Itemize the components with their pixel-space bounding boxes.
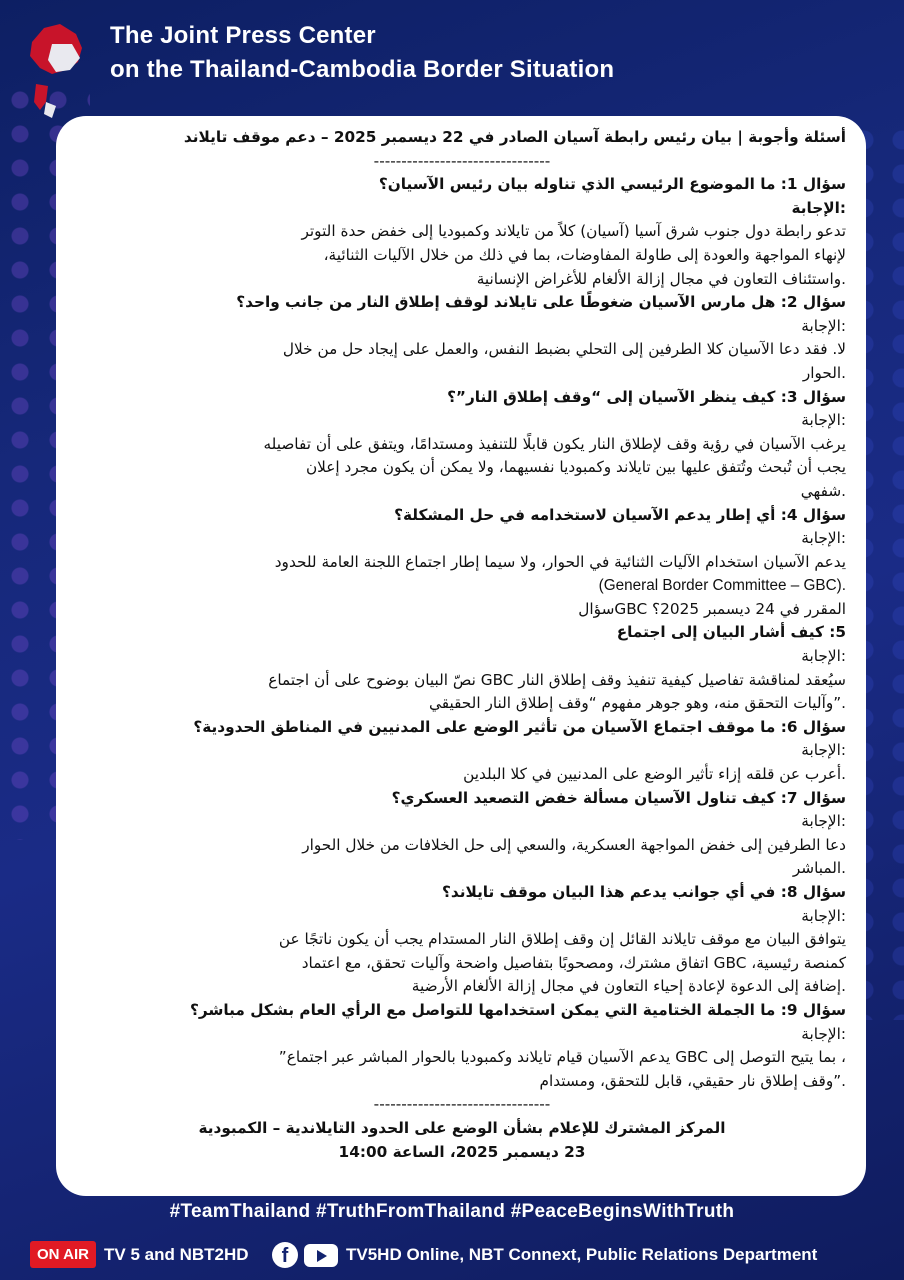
answer-5-line: .”وآليات التحقق منه، وهو جوهر مفهوم “وقف إطلاق النار الحقيقي	[428, 694, 846, 713]
question-9: سؤال 9: ما الجملة الختامية التي يمكن استخدامها للتواصل مع الرأي العام بشكل مباشر؟	[190, 1000, 846, 1019]
answer-3-line: يرغب الآسيان في رؤية وقف لإطلاق النار يكون قابلًا للتنفيذ ومستدامًا، ويتفق على أن تفاصيله	[263, 434, 846, 453]
header	[0, 0, 904, 100]
signature-org: المركز المشترك للإعلام بشأن الوضع على الحدود التايلاندية – الكمبودية	[198, 1118, 726, 1137]
document-body	[78, 126, 846, 1164]
answer-2-line: .الحوار	[802, 363, 846, 382]
question-1: سؤال 1: ما الموضوع الرئيسي الذي تناوله بيان رئيس الآسيان؟	[378, 175, 846, 194]
answer-1-line: لإنهاء المواجهة والعودة إلى طاولة المفاوضات، بما في ذلك من خلال الآليات الثنائية،	[323, 245, 846, 264]
answer-label: :الإجابة	[801, 316, 846, 335]
question-5: 5: كيف أشار البيان إلى اجتماع	[616, 623, 846, 642]
answer-8-line: كمنصة رئيسية، GBC اتفاق مشترك، ومصحوبًا بتفاصيل واضحة وآليات تحقق، مع اعتماد	[301, 953, 846, 972]
document-card	[56, 116, 866, 1196]
question-2: سؤال 2: هل مارس الآسيان ضغوطًا على تايلاند لوقف إطلاق النار من جانب واحد؟	[236, 293, 846, 312]
answer-4-english: (General Border Committee – GBC).	[598, 577, 846, 595]
answer-label: :الإجابة	[801, 1024, 846, 1043]
answer-3-line: .شفهي	[800, 481, 846, 500]
signature-date: 23 ديسمبر 2025، الساعة 14:00	[338, 1142, 586, 1161]
answer-3-line: يجب أن تُبحث وتُتفق عليها بين تايلاند وكمبوديا نفسيهما، ولا يمكن أن يكون مجرد إعلان	[305, 458, 846, 477]
document-title: أسئلة وأجوبة | بيان رئيس رابطة آسيان الصادر في 22 ديسمبر 2025 – دعم موقف تايلاند	[183, 128, 846, 146]
answer-label: :الإجابة	[801, 411, 846, 430]
question-7: سؤال 7: كيف تناول الآسيان مسألة خفض التصعيد العسكري؟	[391, 788, 846, 807]
divider: --------------------------------	[373, 1095, 551, 1114]
answer-8-line: يتوافق البيان مع موقف تايلاند القائل إن وقف إطلاق النار المستدام يجب أن يكون ناتجًا عن	[278, 930, 846, 949]
answer-label: :الإجابة	[801, 741, 846, 760]
hashtags: #TeamThailand #TruthFromThailand #PeaceBeginsWithTruth	[169, 1201, 735, 1222]
answer-5-line: سيُعقد لمناقشة تفاصيل كيفية تنفيذ وقف إطلاق النار GBC نصّ البيان بوضوح على أن اجتماع	[268, 670, 846, 689]
footer-bar	[0, 1236, 904, 1276]
question-4: سؤال 4: أي إطار يدعم الآسيان لاستخدامه في حل المشكلة؟	[394, 505, 846, 524]
answer-1-line: تدعو رابطة دول جنوب شرق آسيا (آسيان) كلاً من تايلاند وكمبوديا إلى خفض حدة التوتر	[301, 222, 846, 241]
divider: --------------------------------	[373, 151, 551, 170]
on-air-badge: ON AIR	[30, 1241, 96, 1268]
answer-1-line: .واستئناف التعاون في مجال إزالة الألغام للأغراض الإنسانية	[476, 269, 846, 288]
answer-label: :الإجابة	[801, 529, 846, 548]
answer-7-line: .المباشر	[792, 859, 846, 878]
answer-9-line: ، بما يتيح التوصل إلى GBC يدعم الآسيان قيام تايلاند وكمبوديا بالحوار المباشر عبر اجتماع”	[278, 1048, 846, 1067]
header-title-line1: The Joint Press Center	[110, 22, 376, 49]
map-logo-icon	[22, 14, 92, 124]
answer-6-line: .أعرب عن قلقه إزاء تأثير الوضع على المدنيين في كلا البلدين	[463, 765, 846, 784]
answer-2-line: لا. فقد دعا الآسيان كلا الطرفين إلى التحلي بضبط النفس، والعمل على إيجاد حل من خلال	[282, 340, 846, 359]
answer-label: :الإجابة	[791, 198, 846, 217]
question-6: سؤال 6: ما موقف اجتماع الآسيان من تأثير الوضع على المدنيين في المناطق الحدودية؟	[193, 717, 846, 736]
question-5-line: المقرر في 24 ديسمبر 2025؟ GBCسؤال	[578, 599, 846, 618]
facebook-icon: f	[272, 1242, 298, 1268]
answer-label: :الإجابة	[801, 906, 846, 925]
answer-label: :الإجابة	[801, 647, 846, 666]
answer-label: :الإجابة	[801, 812, 846, 831]
question-8: سؤال 8: في أي جوانب يدعم هذا البيان موقف تايلاند؟	[442, 883, 846, 901]
answer-9-line: .”وقف إطلاق نار حقيقي، قابل للتحقق، ومستدام	[539, 1071, 846, 1090]
question-3: سؤال 3: كيف ينظر الآسيان إلى “وقف إطلاق النار”؟	[447, 387, 846, 406]
online-channels-text: TV5HD Online, NBT Connext, Public Relations Department	[346, 1245, 818, 1264]
answer-4-line: يدعم الآسيان استخدام الآليات الثنائية في الحوار، ولا سيما إطار اجتماع اللجنة العامة للحدود	[274, 552, 846, 571]
header-title-line2: on the Thailand-Cambodia Border Situation	[110, 56, 615, 83]
answer-7-line: دعا الطرفين إلى خفض المواجهة العسكرية، والسعي إلى حل الخلافات من خلال الحوار	[302, 835, 846, 854]
youtube-icon	[304, 1244, 338, 1267]
channels-text: TV 5 and NBT2HD	[104, 1245, 249, 1264]
answer-8-line: .إضافة إلى الدعوة لإعادة إحياء التعاون في مجال إزالة الألغام الأرضية	[411, 977, 846, 996]
